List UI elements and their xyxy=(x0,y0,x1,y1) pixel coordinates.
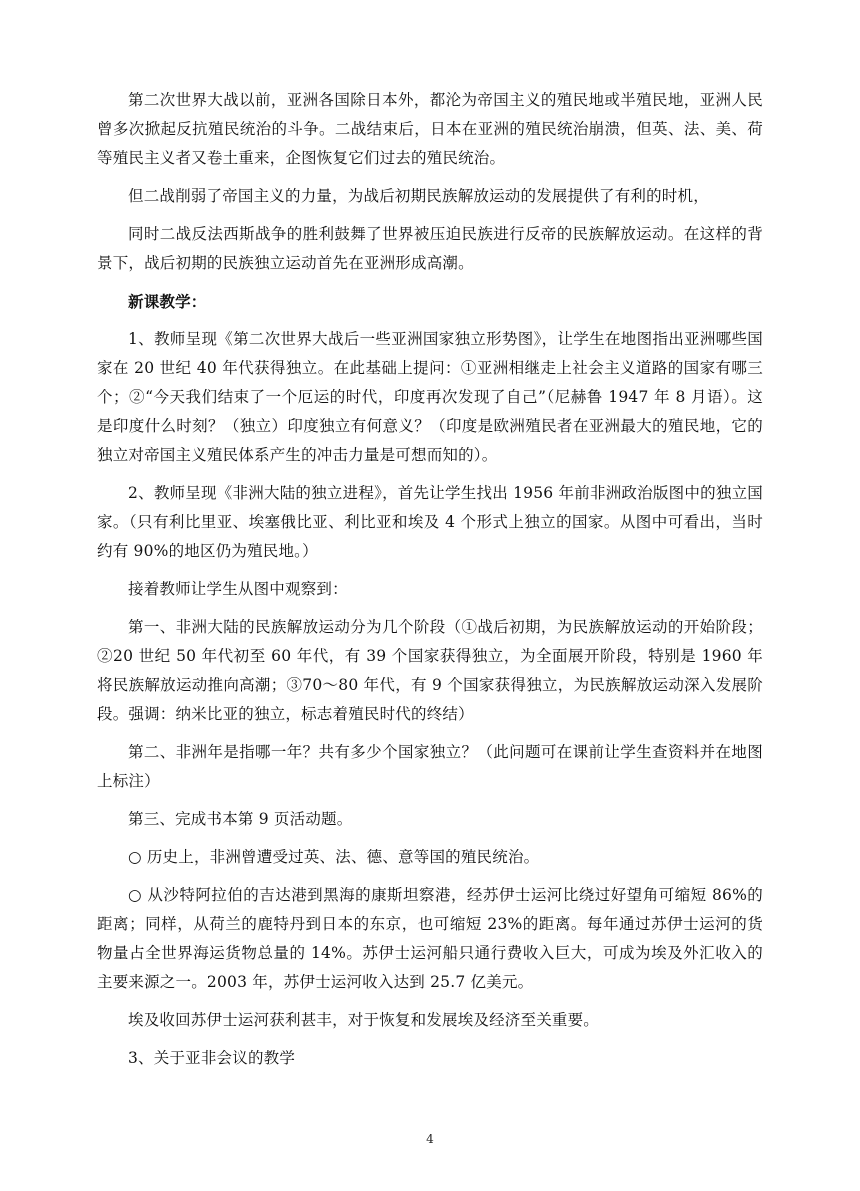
page-number: 4 xyxy=(426,1132,434,1146)
paragraph-observe: 接着教师让学生从图中观察到： xyxy=(128,580,348,598)
paragraph-bandung-heading: 3、关于亚非会议的教学 xyxy=(128,1049,296,1067)
bullet-colonial-rule: ○ 历史上，非洲曾遭受过英、法、德、意等国的殖民统治。 xyxy=(128,848,540,866)
page-body xyxy=(97,86,763,1082)
bullet-suez-canal: ○ 从沙特阿拉伯的吉达港到黑海的康斯坦察港，经苏伊士运河比绕过好望角可缩短 86%的距离；同样，从荷兰的鹿特丹到日本的东京，也可缩短 23%的距离。每年通过苏伊士运河的货物量占全世界海运货物总量的 14%。苏伊士运河船只通行费收入巨大，可成为埃及外汇收入的主要来源之一。2003 年，苏伊士运河收入达到 25.7 亿美元。 xyxy=(97,886,763,991)
paragraph-asia-map: 1、教师呈现《第二次世界大战后一些亚洲国家独立形势图》，让学生在地图指出亚洲哪些国家在 20 世纪 40 年代获得独立。在此基础上提问：①亚洲相继走上社会主义道路的国家有哪三个；②“今天我们结束了一个厄运的时代，印度再次发现了自己”（尼赫鲁 1947 年 8 月语）。这是印度什么时刻？（独立）印度独立有何意义？（印度是欧洲殖民者在亚洲最大的殖民地，它的独立对帝国主义殖民体系产生的冲击力量是可想而知的）。 xyxy=(97,330,763,464)
paragraph-egypt-suez: 埃及收回苏伊士运河获利甚丰，对于恢复和发展埃及经济至关重要。 xyxy=(128,1011,600,1029)
paragraph-africa-map: 2、教师呈现《非洲大陆的独立进程》，首先让学生找出 1956 年前非洲政治版图中的独立国家。（只有利比里亚、埃塞俄比亚、利比亚和埃及 4 个形式上独立的国家。从图中可看出，当时约有 90%的地区仍为殖民地。） xyxy=(97,484,763,560)
paragraph-first-stages: 第一、非洲大陆的民族解放运动分为几个阶段（①战后初期，为民族解放运动的开始阶段；②20 世纪 50 年代初至 60 年代，有 39 个国家获得独立，为全面展开阶段，特别是 1960 年将民族解放运动推向高潮；③70～80 年代，有 9 个国家获得独立，为民族解放运动深入发展阶段。强调：纳米比亚的独立，标志着殖民时代的终结） xyxy=(97,618,763,723)
paragraph-opportunity: 但二战削弱了帝国主义的力量，为战后初期民族解放运动的发展提供了有利的时机， xyxy=(128,187,709,205)
paragraph-background: 第二次世界大战以前，亚洲各国除日本外，都沦为帝国主义的殖民地或半殖民地，亚洲人民曾多次掀起反抗殖民统治的斗争。二战结束后，日本在亚洲的殖民统治崩溃，但英、法、美、荷等殖民主义者又卷土重来，企图恢复它们过去的殖民统治。 xyxy=(97,91,763,167)
paragraph-second-africa-year: 第二、非洲年是指哪一年？共有多少个国家独立？（此问题可在课前让学生查资料并在地图上标注） xyxy=(97,743,763,790)
paragraph-victory: 同时二战反法西斯战争的胜利鼓舞了世界被压迫民族进行反帝的民族解放运动。在这样的背景下，战后初期的民族独立运动首先在亚洲形成高潮。 xyxy=(97,225,763,272)
section-heading-new-lesson: 新课教学： xyxy=(128,292,207,311)
paragraph-third-activity: 第三、完成书本第 9 页活动题。 xyxy=(128,810,353,828)
